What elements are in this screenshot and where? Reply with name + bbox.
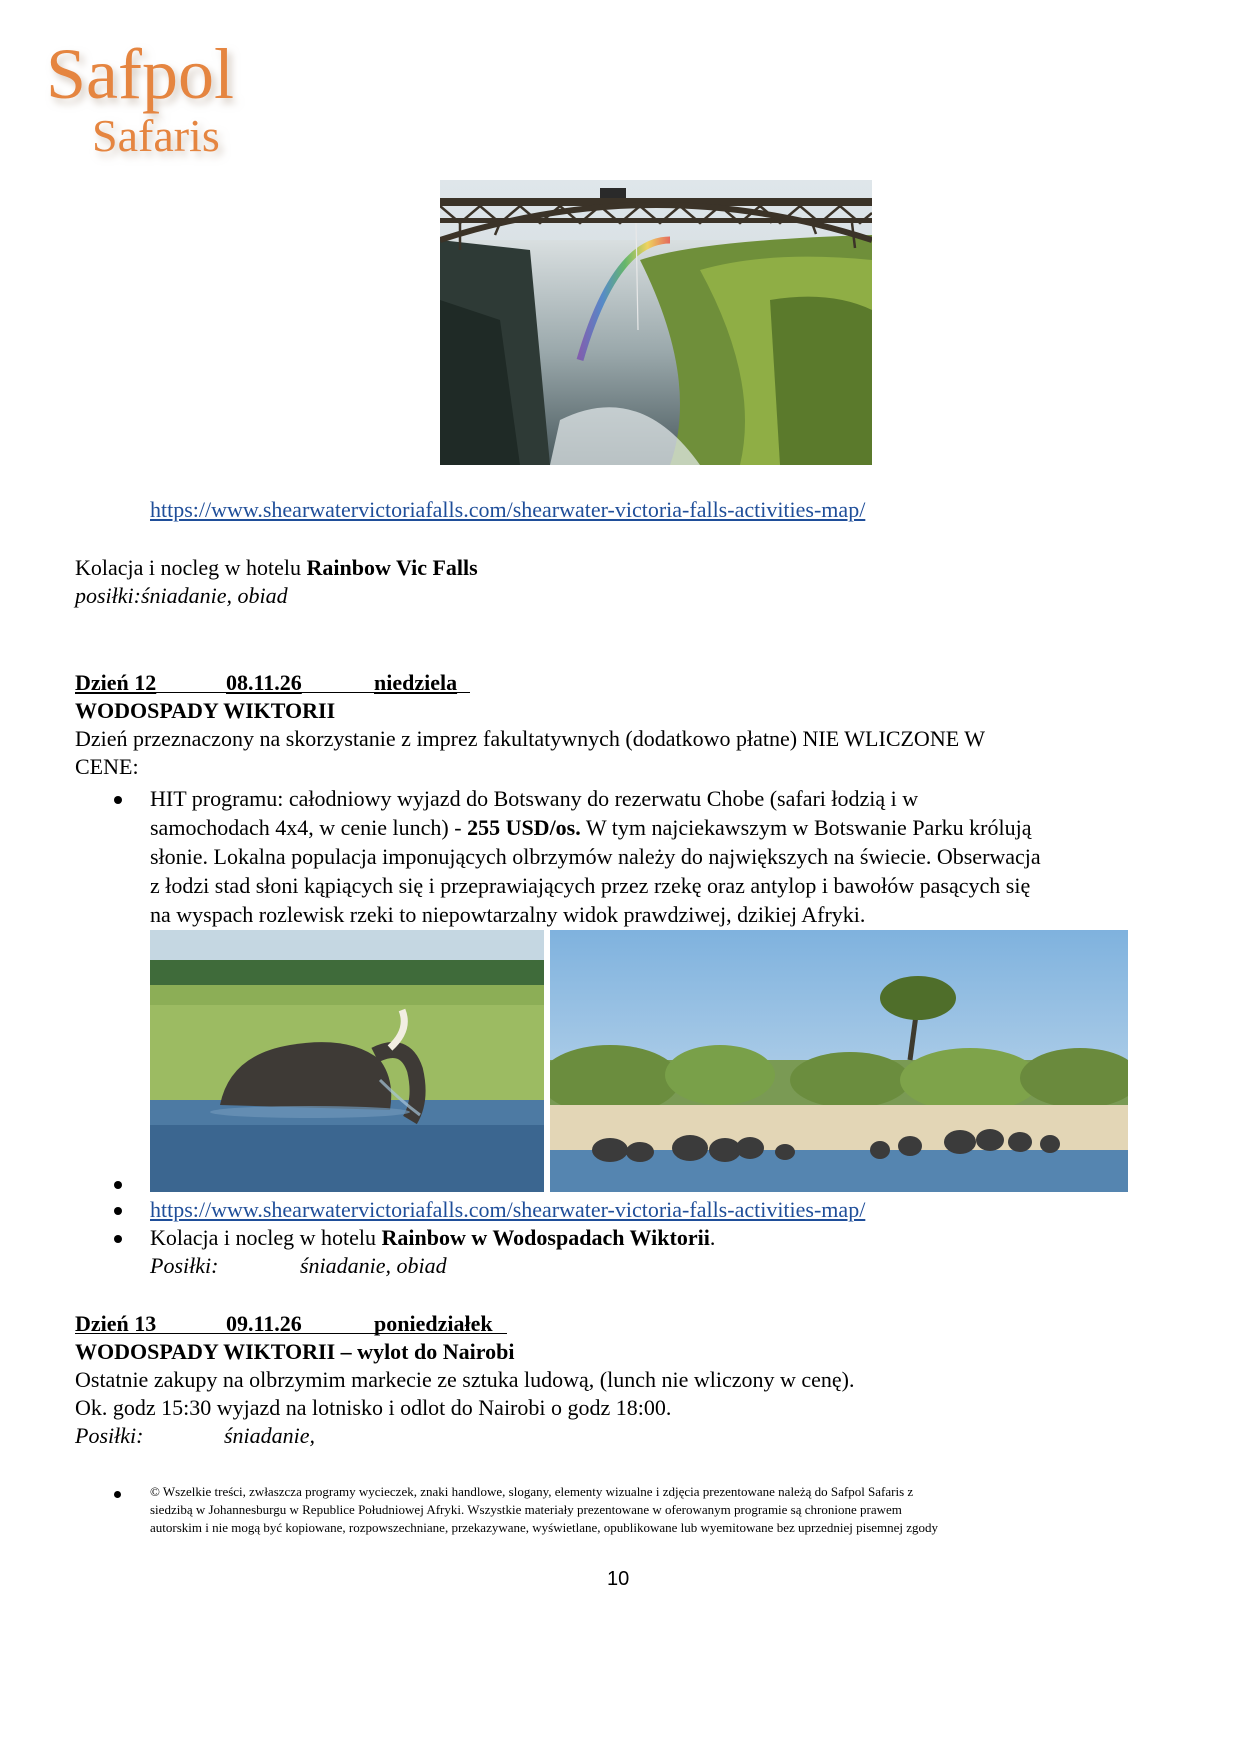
svg-text:Safpol: Safpol <box>46 34 234 114</box>
activities-map-link[interactable]: https://www.shearwatervictoriafalls.com/shearwater-victoria-falls-activities-map/ <box>150 497 866 522</box>
bullet <box>114 1207 122 1215</box>
bullet <box>114 796 122 804</box>
day13-title: WODOSPADY WIKTORII – wylot do Nairobi <box>75 1339 515 1364</box>
day13-line2: Ok. godz 15:30 wyjazd na lotnisko i odlot do Nairobi o godz 18:00. <box>75 1395 672 1420</box>
victoria-falls-bridge-photo <box>440 180 872 465</box>
day12-label: Dzień 12 <box>75 670 157 695</box>
day12-dinner-line: Kolacja i nocleg w hotelu Rainbow w Wodospadach Wiktorii. <box>150 1225 716 1250</box>
day12-weekday: niedziela <box>374 670 458 695</box>
day12-date: 08.11.26 <box>226 670 302 695</box>
copyright-line1: © Wszelkie treści, zwłaszcza programy wycieczek, znaki handlowe, slogany, elementy wizualne i zdjęcia prezentowane należą do Safpol Safaris z <box>150 1484 914 1499</box>
day12-meals-label: Posiłki: <box>150 1253 219 1278</box>
hit-line5: na wyspach rozlewisk rzeki to niepowtarzalny widok prawdziwej, dzikiej Afryki. <box>150 902 866 927</box>
copyright-line3: autorskim i nie mogą być kopiowane, rozpowszechniane, przekazywane, wyświetlane, opublikowane lub wyemitowane bez uprzedniej pisemnej zgody <box>150 1520 939 1535</box>
day12-intro-line1: Dzień przeznaczony na skorzystanie z imprez fakultatywnych (dodatkowo płatne) NIE WLICZONE W <box>75 726 986 751</box>
day13-weekday: poniedziałek <box>374 1311 493 1336</box>
day12-title: WODOSPADY WIKTORII <box>75 698 336 723</box>
day13-meals-label: Posiłki: <box>75 1423 144 1448</box>
bullet <box>114 1181 122 1189</box>
day13-label: Dzień 13 <box>75 1311 157 1336</box>
dinner-line: Kolacja i nocleg w hotelu Rainbow Vic Falls <box>75 555 478 580</box>
hit-line4: z łodzi stad słoni kąpiących się i przeprawiających przez rzekę oraz antylop i bawołów pasących się <box>150 873 1031 898</box>
page-number: 10 <box>607 1568 630 1590</box>
hit-line3: słonie. Lokalna populacja imponujących olbrzymów należy do największych na świecie. Obserwacja <box>150 844 1041 869</box>
day13-meals-value: śniadanie, <box>224 1423 316 1448</box>
day13-date: 09.11.26 <box>226 1311 302 1336</box>
day12-underline <box>75 692 470 693</box>
svg-text:Safaris: Safaris <box>92 110 220 161</box>
hit-line2: samochodach 4x4, w cenie lunch) - 255 USD/os. W tym najciekawszym w Botswanie Parku królują <box>150 815 1032 840</box>
day12-intro-line2: CENE: <box>75 754 139 779</box>
copyright-line2: siedzibą w Johannesburgu w Republice Południowej Afryki. Wszystkie materiały prezentowane w oferowanym programie są chronione prawem <box>150 1502 902 1517</box>
day13-underline <box>75 1333 507 1334</box>
activities-map-link[interactable]: https://www.shearwatervictoriafalls.com/shearwater-victoria-falls-activities-map/ <box>150 1197 866 1222</box>
bullet <box>114 1491 121 1498</box>
bullet <box>114 1235 122 1243</box>
elephant-bathing-photo <box>150 930 544 1192</box>
elephant-herd-photo <box>550 930 1128 1192</box>
safpol-safaris-logo <box>40 26 270 166</box>
meals-line: posiłki:śniadanie, obiad <box>75 583 288 608</box>
day12-meals-value: śniadanie, obiad <box>300 1253 447 1278</box>
hit-line1: HIT programu: całodniowy wyjazd do Botswany do rezerwatu Chobe (safari łodzią i w <box>150 786 919 811</box>
day13-line1: Ostatnie zakupy na olbrzymim markecie ze sztuka ludową, (lunch nie wliczony w cenę). <box>75 1367 855 1392</box>
